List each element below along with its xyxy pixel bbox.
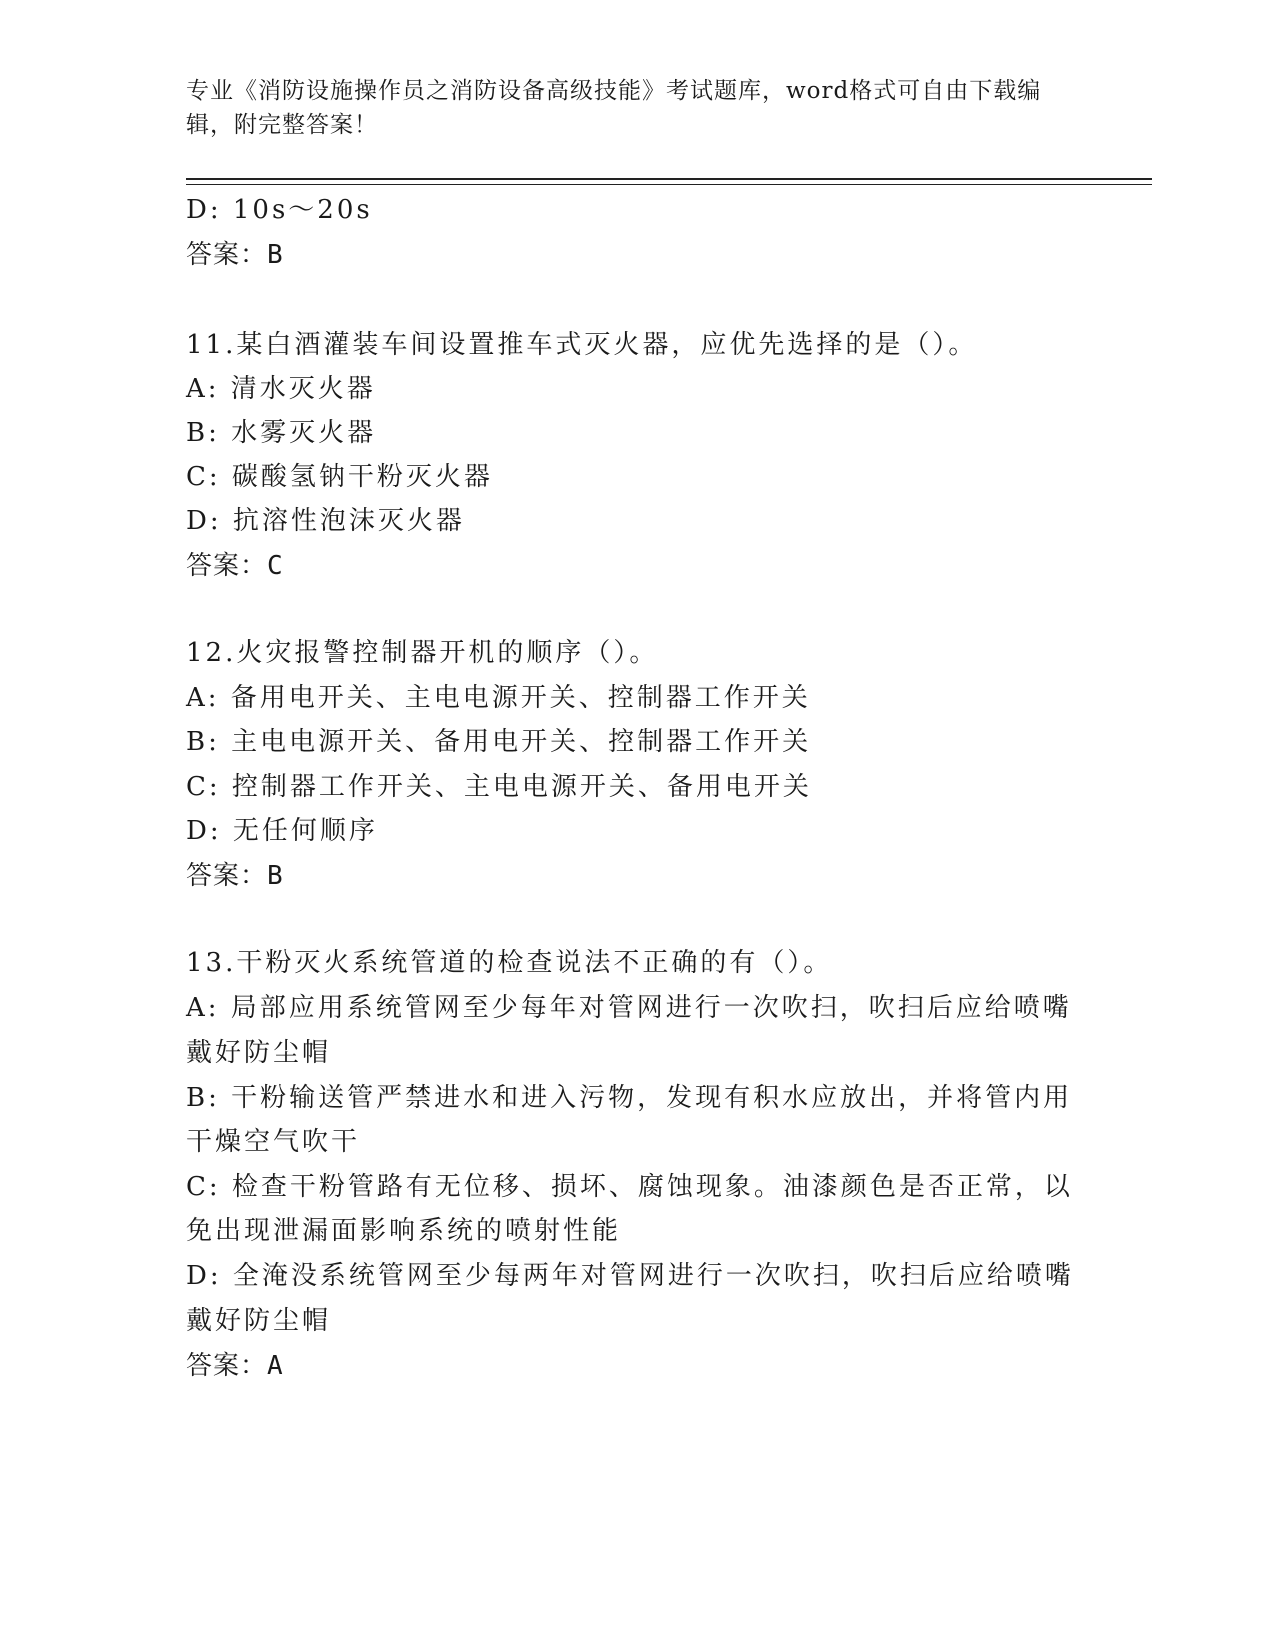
question-13-option-c: C: 检查干粉管路有无位移、损坏、腐蚀现象。油漆颜色是否正常，以 (186, 1172, 1073, 1202)
question-11-stem: 11.某白酒灌装车间设置推车式灭火器，应优先选择的是（）。 (186, 330, 978, 360)
question-12-option-a: A: 备用电开关、主电电源开关、控制器工作开关 (186, 683, 811, 713)
answer-label: 答案： (186, 1351, 268, 1381)
question-13-option-d: D: 全淹没系统管网至少每两年对管网进行一次吹扫，吹扫后应给喷嘴 (186, 1261, 1074, 1291)
question-13-option-b-cont: 干燥空气吹干 (186, 1127, 361, 1157)
header-line-1: 专业《消防设施操作员之消防设备高级技能》考试题库，word格式可自由下载编 (186, 78, 1042, 104)
question-12-option-b: B: 主电电源开关、备用电开关、控制器工作开关 (186, 727, 812, 757)
question-13-option-a-cont: 戴好防尘帽 (186, 1038, 332, 1068)
question-13-option-b: B: 干粉输送管严禁进水和进入污物，发现有积水应放出，并将管内用 (186, 1083, 1073, 1113)
question-13-option-d-cont: 戴好防尘帽 (186, 1306, 332, 1336)
answer-value: B (267, 861, 284, 891)
answer-label: 答案： (186, 551, 268, 581)
header-divider-thin (186, 184, 1152, 185)
question-11-option-d: D: 抗溶性泡沫灭火器 (186, 506, 465, 536)
header-divider-thick (186, 178, 1152, 180)
question-11-option-b: B: 水雾灭火器 (186, 418, 377, 448)
question-12-answer (186, 859, 284, 893)
answer-value: C (267, 551, 284, 581)
question-13-answer (186, 1349, 284, 1383)
question-11-option-c: C: 碳酸氢钠干粉灭火器 (186, 462, 493, 492)
answer-value: B (267, 240, 284, 270)
answer-value: A (267, 1351, 284, 1381)
question-12-stem: 12.火灾报警控制器开机的顺序（）。 (186, 638, 659, 668)
question-13-option-c-cont: 免出现泄漏面影响系统的喷射性能 (186, 1216, 622, 1246)
question-11-answer (186, 549, 284, 583)
prev-question-option-d: D: 10s～20s (186, 195, 373, 225)
question-12-option-c: C: 控制器工作开关、主电电源开关、备用电开关 (186, 772, 812, 802)
question-11-option-a: A: 清水灭火器 (186, 374, 376, 404)
question-12-option-d: D: 无任何顺序 (186, 816, 378, 846)
question-13-stem: 13.干粉灭火系统管道的检查说法不正确的有（）。 (186, 948, 833, 978)
question-13-option-a: A: 局部应用系统管网至少每年对管网进行一次吹扫，吹扫后应给喷嘴 (186, 993, 1072, 1023)
answer-label: 答案： (186, 861, 268, 891)
document-header (186, 74, 1066, 142)
prev-question-answer (186, 238, 284, 272)
header-line-2: 辑，附完整答案！ (186, 112, 378, 138)
answer-label: 答案： (186, 240, 268, 270)
